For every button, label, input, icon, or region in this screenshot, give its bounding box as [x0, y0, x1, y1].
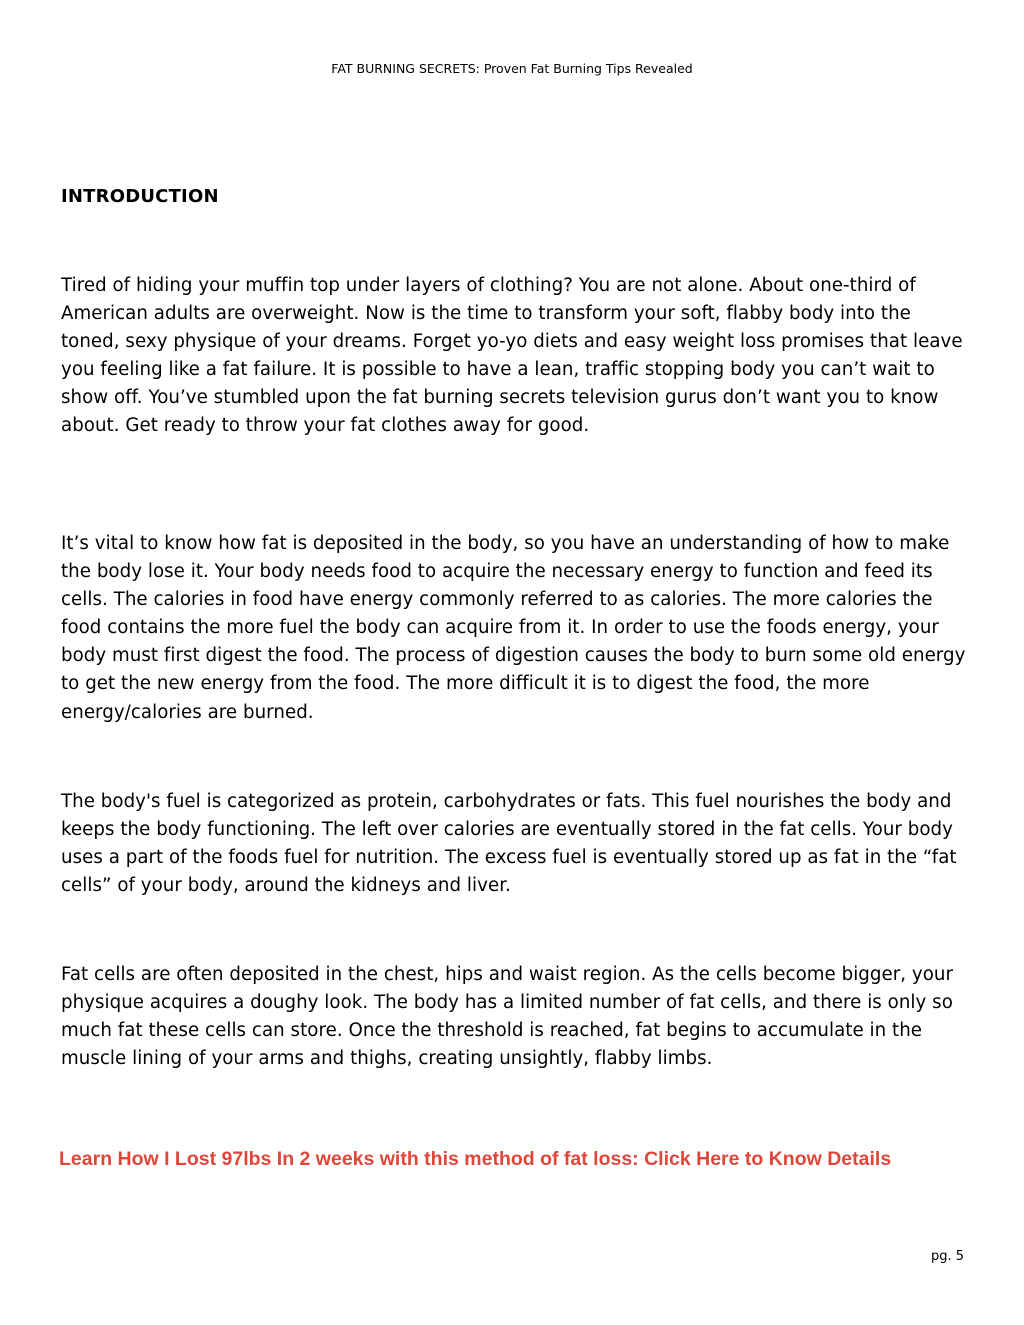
- paragraph-fat-deposit: It’s vital to know how fat is deposited in the body, so you have an understanding of how to make the body lose it. Your body needs food to acquire the necessary energy to function and feed its cells. The calories in food have energy commonly referred to as calories. The more calories the food contains the more fuel the body can acquire from it. In order to use the foods energy, your body must first digest the food. The process of digestion causes the body to burn some old energy to get the new energy from the food. The more difficult it is to digest the food, the more energy/calories are burned.: [61, 533, 966, 723]
- promo-link[interactable]: Learn How I Lost 97lbs In 2 weeks with this method of fat loss: Click Here to Know Details: [59, 1148, 892, 1170]
- page-header-title: FAT BURNING SECRETS: Proven Fat Burning Tips Revealed: [331, 61, 693, 76]
- section-heading: INTRODUCTION: [61, 186, 219, 207]
- paragraph-body-fuel: The body's fuel is categorized as protein, carbohydrates or fats. This fuel nourishes the body and keeps the body functioning. The left over calories are eventually stored in the fat cells. Your body uses a part of the foods fuel for nutrition. The excess fuel is eventually stored up as fat in the “fat cells” of your body, around the kidneys and liver.: [61, 791, 957, 897]
- paragraph-intro: Tired of hiding your muffin top under layers of clothing? You are not alone. About one-third of American adults are overweight. Now is the time to transform your soft, flabby body into the toned, sexy physique of your dreams. Forget yo-yo diets and easy weight loss promises that leave you feeling like a fat failure. It is possible to have a lean, traffic stopping body you can’t wait to show off. You’ve stumbled upon the fat burning secrets television gurus don’t want you to know about. Get ready to throw your fat clothes away for good.: [61, 275, 963, 437]
- paragraph-fat-cells: Fat cells are often deposited in the chest, hips and waist region. As the cells become bigger, your physique acquires a doughy look. The body has a limited number of fat cells, and there is only so much fat these cells can store. Once the threshold is reached, fat begins to accumulate in the muscle lining of your arms and thighs, creating unsightly, flabby limbs.: [61, 964, 954, 1070]
- page-number: pg. 5: [930, 1249, 964, 1264]
